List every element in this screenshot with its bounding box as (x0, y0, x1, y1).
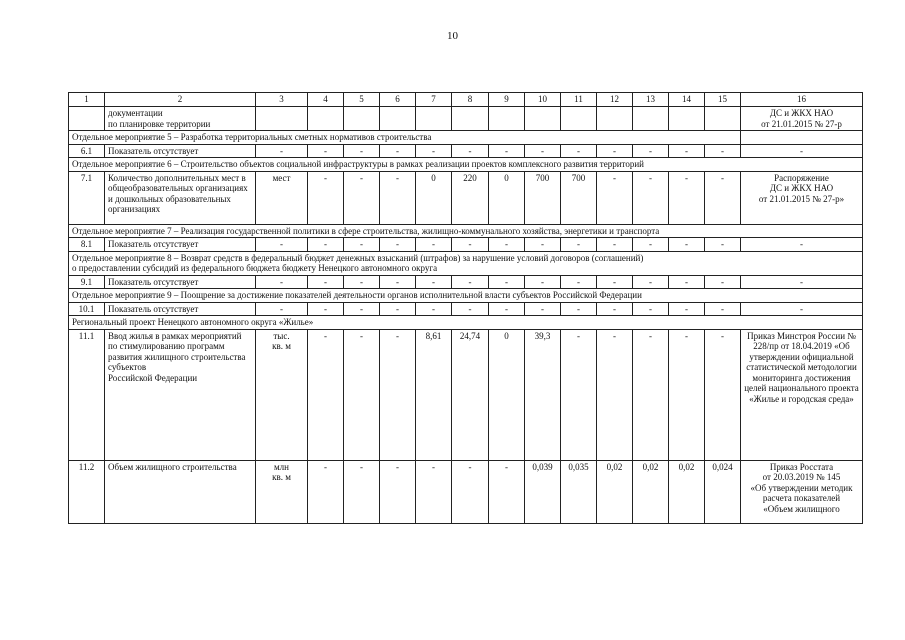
value-cell: - (308, 171, 344, 224)
value-cell: - (597, 275, 633, 289)
value-cell: - (452, 460, 489, 523)
unit-cell: - (256, 238, 308, 252)
value-cell: - (452, 302, 489, 316)
column-header: 15 (705, 93, 741, 107)
value-cell: - (633, 329, 669, 460)
column-header: 7 (416, 93, 452, 107)
value-cell: - (489, 302, 525, 316)
value-cell: - (525, 238, 561, 252)
column-header: 5 (344, 93, 380, 107)
empty-cell (705, 107, 741, 131)
event-title-cell: Отдельное мероприятие 9 – Поощрение за достижение показателей деятельности органов исполнительной власти субъектов Российской Федерации (69, 289, 863, 303)
empty-cell (380, 107, 416, 131)
indicators-table (68, 92, 863, 524)
value-cell: 0 (416, 171, 452, 224)
value-cell: - (597, 171, 633, 224)
value-cell: 0,02 (669, 460, 705, 523)
value-cell: - (705, 302, 741, 316)
column-header: 6 (380, 93, 416, 107)
value-cell: - (452, 275, 489, 289)
value-cell: 8,61 (416, 329, 452, 460)
value-cell: - (597, 302, 633, 316)
column-header: 3 (256, 93, 308, 107)
unit-cell: тыс. кв. м (256, 329, 308, 460)
column-header: 10 (525, 93, 561, 107)
value-cell: - (705, 329, 741, 460)
value-cell: - (525, 275, 561, 289)
value-cell: - (344, 144, 380, 158)
value-cell: - (525, 302, 561, 316)
value-cell: - (633, 302, 669, 316)
value-cell: - (380, 238, 416, 252)
indicator-name-cell: Показатель отсутствует (105, 144, 256, 158)
value-cell: - (597, 144, 633, 158)
value-cell: - (380, 302, 416, 316)
value-cell: - (344, 460, 380, 523)
document-cell: Приказ Минстроя России № 228/пр от 18.04.2019 «Об утверждении официальной статистической методологии мониторинга достижения целей национального проекта «Жилье и городская среда» (741, 329, 863, 460)
value-cell: - (380, 275, 416, 289)
page-number: 10 (447, 30, 458, 42)
document-cell: - (741, 302, 863, 316)
indicator-row (69, 144, 863, 158)
column-header: 1 (69, 93, 105, 107)
event-title-cell: Отдельное мероприятие 6 – Строительство объектов социальной инфраструктуры в рамках реализации проектов комплексного развития территорий (69, 158, 863, 172)
indicator-row (69, 329, 863, 460)
value-cell: 24,74 (452, 329, 489, 460)
value-cell: - (416, 302, 452, 316)
indicator-name-cell: Количество дополнительных мест в общеобразовательных организациях и дошкольных образовательных организациях (105, 171, 256, 224)
column-header: 14 (669, 93, 705, 107)
value-cell: - (308, 329, 344, 460)
document-cell: Приказ Росстата от 20.03.2019 № 145 «Об утверждении методик расчета показателей «Объем жилищного (741, 460, 863, 523)
value-cell: - (561, 144, 597, 158)
value-cell: 0,02 (597, 460, 633, 523)
event-title-cell: Отдельное мероприятие 7 – Реализация государственной политики в сфере строительства, жилищно-коммунального хозяйства, энергетики и транспорта (69, 224, 863, 238)
row-number-cell: 9.1 (69, 275, 105, 289)
empty-cell (452, 107, 489, 131)
value-cell: - (380, 460, 416, 523)
row-number-cell: 7.1 (69, 171, 105, 224)
value-cell: - (416, 238, 452, 252)
column-header: 11 (561, 93, 597, 107)
unit-cell: - (256, 302, 308, 316)
value-cell: - (669, 275, 705, 289)
value-cell: 0,02 (633, 460, 669, 523)
empty-cell (308, 107, 344, 131)
value-cell: - (597, 238, 633, 252)
value-cell: - (633, 171, 669, 224)
document-cell: - (741, 144, 863, 158)
unit-cell: мест (256, 171, 308, 224)
value-cell: - (380, 329, 416, 460)
value-cell: - (525, 144, 561, 158)
empty-cell (416, 107, 452, 131)
value-cell: - (344, 302, 380, 316)
indicator-row (69, 302, 863, 316)
event-row-7 (69, 224, 863, 238)
value-cell: - (561, 238, 597, 252)
empty-cell (344, 107, 380, 131)
column-header: 13 (633, 93, 669, 107)
event-row-9 (69, 289, 863, 303)
value-cell: - (416, 460, 452, 523)
empty-cell (256, 107, 308, 131)
column-header: 12 (597, 93, 633, 107)
indicator-name-cell: Показатель отсутствует (105, 238, 256, 252)
event-title-cell: Отдельное мероприятие 5 – Разработка территориальных сметных нормативов строительства (69, 131, 741, 145)
row-number-cell: 8.1 (69, 238, 105, 252)
value-cell: 0,035 (561, 460, 597, 523)
row-number-cell (69, 107, 105, 131)
value-cell: - (308, 144, 344, 158)
row-number-cell: 10.1 (69, 302, 105, 316)
value-cell: - (380, 171, 416, 224)
document-cell: Распоряжение ДС и ЖКХ НАО от 21.01.2015 № 27-р» (741, 171, 863, 224)
regional-project-row (69, 316, 863, 330)
value-cell: - (308, 460, 344, 523)
indicator-name-cell: документации по планировке территории (105, 107, 256, 131)
event-title-cell: Отдельное мероприятие 8 – Возврат средств в федеральный бюджет денежных взысканий (штрафов) за нарушение условий договоров (соглашений) о предоставлении субсидий из федерального бюджета бюджету Ненецкого автономного округа (69, 251, 863, 275)
column-header: 4 (308, 93, 344, 107)
value-cell: - (308, 238, 344, 252)
value-cell: - (669, 144, 705, 158)
value-cell: - (705, 275, 741, 289)
value-cell: 0,039 (525, 460, 561, 523)
value-cell: - (561, 329, 597, 460)
indicator-row (69, 275, 863, 289)
value-cell: - (452, 238, 489, 252)
value-cell: - (452, 144, 489, 158)
value-cell: 39,3 (525, 329, 561, 460)
empty-cell (561, 107, 597, 131)
value-cell: - (561, 302, 597, 316)
event-title-cell: Региональный проект Ненецкого автономного округа «Жилье» (69, 316, 863, 330)
value-cell: 220 (452, 171, 489, 224)
document-cell: - (741, 238, 863, 252)
indicator-row (69, 238, 863, 252)
unit-cell: - (256, 275, 308, 289)
value-cell: - (597, 329, 633, 460)
empty-cell (489, 107, 525, 131)
event-row-8 (69, 251, 863, 275)
value-cell: - (489, 460, 525, 523)
value-cell: - (308, 302, 344, 316)
row-number-cell: 11.2 (69, 460, 105, 523)
unit-cell: - (256, 144, 308, 158)
value-cell: 0 (489, 329, 525, 460)
empty-cell (597, 107, 633, 131)
value-cell: 700 (525, 171, 561, 224)
value-cell: - (669, 329, 705, 460)
value-cell: - (308, 275, 344, 289)
event-row-6 (69, 158, 863, 172)
empty-cell (669, 107, 705, 131)
document-cell: ДС и ЖКХ НАО от 21.01.2015 № 27-р (741, 107, 863, 131)
value-cell: - (669, 238, 705, 252)
indicator-name-cell: Показатель отсутствует (105, 302, 256, 316)
value-cell: 700 (561, 171, 597, 224)
value-cell: - (633, 275, 669, 289)
value-cell: - (344, 275, 380, 289)
value-cell: - (489, 275, 525, 289)
value-cell: - (380, 144, 416, 158)
indicator-name-cell: Ввод жилья в рамках мероприятий по стимулированию программ развития жилищного строительства субъектов Российской Федерации (105, 329, 256, 460)
value-cell: - (705, 144, 741, 158)
value-cell: - (416, 144, 452, 158)
indicator-name-cell: Объем жилищного строительства (105, 460, 256, 523)
indicator-row (69, 171, 863, 224)
value-cell: - (344, 171, 380, 224)
value-cell: - (633, 144, 669, 158)
empty-cell (633, 107, 669, 131)
row-number-cell: 6.1 (69, 144, 105, 158)
header-row (69, 93, 863, 107)
value-cell: - (561, 275, 597, 289)
value-cell: - (344, 238, 380, 252)
row-number-cell: 11.1 (69, 329, 105, 460)
value-cell: - (705, 238, 741, 252)
column-header: 16 (741, 93, 863, 107)
column-header: 8 (452, 93, 489, 107)
value-cell: 0,024 (705, 460, 741, 523)
value-cell: - (705, 171, 741, 224)
empty-cell (741, 131, 863, 145)
column-header: 9 (489, 93, 525, 107)
column-header: 2 (105, 93, 256, 107)
table-row (69, 107, 863, 131)
value-cell: 0 (489, 171, 525, 224)
indicator-name-cell: Показатель отсутствует (105, 275, 256, 289)
value-cell: - (344, 329, 380, 460)
value-cell: - (633, 238, 669, 252)
value-cell: - (669, 171, 705, 224)
event-row-5 (69, 131, 863, 145)
value-cell: - (489, 144, 525, 158)
value-cell: - (416, 275, 452, 289)
value-cell: - (669, 302, 705, 316)
empty-cell (525, 107, 561, 131)
value-cell: - (489, 238, 525, 252)
unit-cell: млн кв. м (256, 460, 308, 523)
document-cell: - (741, 275, 863, 289)
indicator-row (69, 460, 863, 523)
